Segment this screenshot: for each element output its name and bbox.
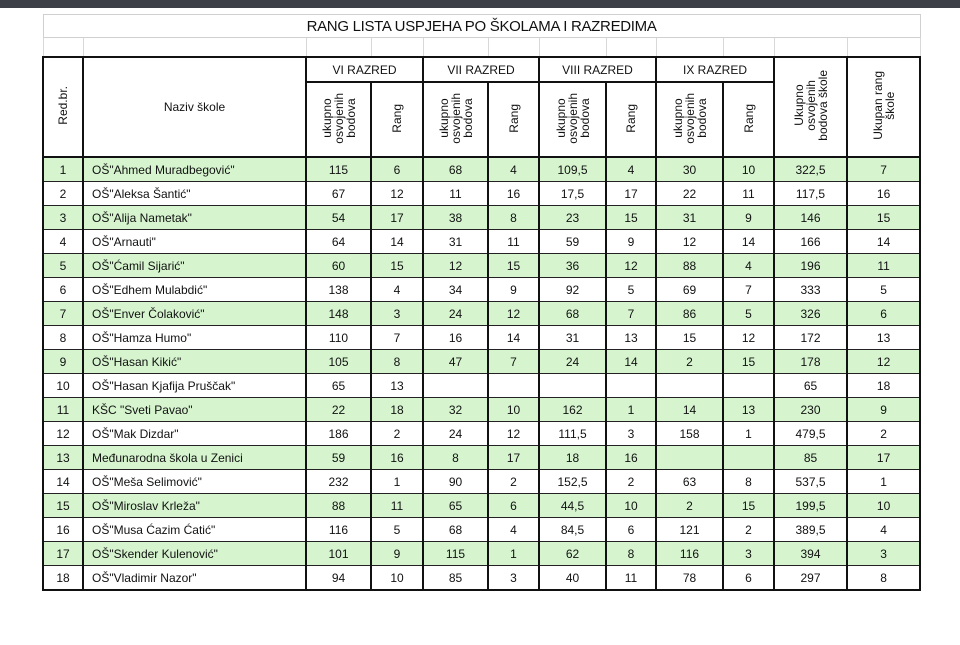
school-name-cell: OŠ"Vladimir Nazor": [83, 566, 306, 591]
value-cell: 15: [371, 254, 423, 278]
value-cell: 15: [723, 494, 774, 518]
value-cell: [539, 374, 606, 398]
value-cell: 111,5: [539, 422, 606, 446]
value-cell: 3: [488, 566, 539, 591]
value-cell: 5: [847, 278, 920, 302]
value-cell: 7: [371, 326, 423, 350]
value-cell: 394: [774, 542, 847, 566]
value-cell: 4: [847, 518, 920, 542]
value-cell: 230: [774, 398, 847, 422]
value-cell: 84,5: [539, 518, 606, 542]
value-cell: 9: [606, 230, 656, 254]
table-row: [43, 374, 920, 398]
value-cell: 12: [656, 230, 723, 254]
value-cell: 138: [306, 278, 371, 302]
value-cell: 18: [371, 398, 423, 422]
value-cell: 4: [723, 254, 774, 278]
value-cell: 88: [306, 494, 371, 518]
row-number-cell: 9: [43, 350, 83, 374]
value-cell: 15: [488, 254, 539, 278]
value-cell: 117,5: [774, 182, 847, 206]
value-cell: 90: [423, 470, 488, 494]
value-cell: 178: [774, 350, 847, 374]
value-cell: 14: [371, 230, 423, 254]
school-name-cell: OŠ"Meša Selimović": [83, 470, 306, 494]
value-cell: 24: [423, 422, 488, 446]
value-cell: 31: [423, 230, 488, 254]
row-number-cell: 8: [43, 326, 83, 350]
value-cell: 30: [656, 157, 723, 182]
table-row: [43, 518, 920, 542]
header-naziv-skole: Naziv škole: [83, 57, 306, 157]
value-cell: 13: [606, 326, 656, 350]
value-cell: 6: [371, 157, 423, 182]
value-cell: 2: [656, 494, 723, 518]
value-cell: 14: [656, 398, 723, 422]
table-row: [43, 350, 920, 374]
value-cell: 3: [606, 422, 656, 446]
value-cell: 11: [488, 230, 539, 254]
row-number-cell: 15: [43, 494, 83, 518]
value-cell: 9: [847, 398, 920, 422]
header-rang: Rang: [488, 82, 539, 157]
row-number-cell: 6: [43, 278, 83, 302]
value-cell: 85: [774, 446, 847, 470]
table-row: [43, 206, 920, 230]
value-cell: 389,5: [774, 518, 847, 542]
header-points: ukupno osvojenih bodova: [656, 82, 723, 157]
value-cell: [723, 446, 774, 470]
value-cell: 23: [539, 206, 606, 230]
value-cell: 14: [723, 230, 774, 254]
value-cell: 78: [656, 566, 723, 591]
value-cell: 110: [306, 326, 371, 350]
row-number-cell: 7: [43, 302, 83, 326]
value-cell: 4: [488, 518, 539, 542]
row-number-cell: 10: [43, 374, 83, 398]
value-cell: 146: [774, 206, 847, 230]
value-cell: 101: [306, 542, 371, 566]
value-cell: 10: [488, 398, 539, 422]
value-cell: 11: [847, 254, 920, 278]
value-cell: 13: [847, 326, 920, 350]
school-name-cell: OŠ"Arnauti": [83, 230, 306, 254]
table-row: [43, 470, 920, 494]
value-cell: 54: [306, 206, 371, 230]
value-cell: 479,5: [774, 422, 847, 446]
value-cell: 12: [371, 182, 423, 206]
value-cell: 105: [306, 350, 371, 374]
value-cell: 199,5: [774, 494, 847, 518]
school-name-cell: OŠ"Hasan Kjafija Pruščak": [83, 374, 306, 398]
school-name-cell: OŠ"Hamza Humo": [83, 326, 306, 350]
row-number-cell: 4: [43, 230, 83, 254]
value-cell: 15: [606, 206, 656, 230]
value-cell: 59: [306, 446, 371, 470]
value-cell: 15: [656, 326, 723, 350]
school-name-cell: OŠ"Alija Nametak": [83, 206, 306, 230]
table-row: [43, 542, 920, 566]
value-cell: 38: [423, 206, 488, 230]
value-cell: 16: [488, 182, 539, 206]
value-cell: 11: [423, 182, 488, 206]
value-cell: 18: [847, 374, 920, 398]
row-number-cell: 1: [43, 157, 83, 182]
row-number-cell: 2: [43, 182, 83, 206]
school-name-cell: OŠ"Miroslav Krleža": [83, 494, 306, 518]
value-cell: 2: [488, 470, 539, 494]
table-row: [43, 278, 920, 302]
value-cell: 6: [847, 302, 920, 326]
value-cell: 6: [606, 518, 656, 542]
value-cell: 12: [423, 254, 488, 278]
table-row: [43, 494, 920, 518]
value-cell: 59: [539, 230, 606, 254]
value-cell: 4: [371, 278, 423, 302]
value-cell: 148: [306, 302, 371, 326]
value-cell: 5: [371, 518, 423, 542]
value-cell: 92: [539, 278, 606, 302]
value-cell: 10: [723, 157, 774, 182]
value-cell: 34: [423, 278, 488, 302]
header-points: ukupno osvojenih bodova: [423, 82, 488, 157]
school-name-cell: Međunarodna škola u Zenici: [83, 446, 306, 470]
value-cell: 11: [606, 566, 656, 591]
value-cell: 5: [723, 302, 774, 326]
value-cell: 14: [847, 230, 920, 254]
value-cell: 8: [371, 350, 423, 374]
header-ukupno-bodova: Ukupno osvojenih bodova škole: [774, 57, 847, 157]
value-cell: 94: [306, 566, 371, 591]
value-cell: 12: [606, 254, 656, 278]
value-cell: 2: [656, 350, 723, 374]
school-name-cell: KŠC "Sveti Pavao": [83, 398, 306, 422]
value-cell: 162: [539, 398, 606, 422]
value-cell: 11: [723, 182, 774, 206]
value-cell: 115: [423, 542, 488, 566]
value-cell: 17: [847, 446, 920, 470]
value-cell: 47: [423, 350, 488, 374]
value-cell: 68: [423, 518, 488, 542]
value-cell: 115: [306, 157, 371, 182]
school-name-cell: OŠ"Enver Čolaković": [83, 302, 306, 326]
value-cell: 8: [847, 566, 920, 591]
value-cell: 1: [606, 398, 656, 422]
value-cell: 3: [371, 302, 423, 326]
value-cell: 15: [847, 206, 920, 230]
value-cell: 18: [539, 446, 606, 470]
value-cell: 121: [656, 518, 723, 542]
row-number-cell: 13: [43, 446, 83, 470]
value-cell: 7: [847, 157, 920, 182]
header-rang: Rang: [371, 82, 423, 157]
value-cell: 8: [423, 446, 488, 470]
value-cell: 24: [539, 350, 606, 374]
row-number-cell: 3: [43, 206, 83, 230]
value-cell: [656, 446, 723, 470]
value-cell: 67: [306, 182, 371, 206]
table-row: [43, 422, 920, 446]
value-cell: 4: [606, 157, 656, 182]
value-cell: 9: [371, 542, 423, 566]
value-cell: 16: [847, 182, 920, 206]
value-cell: 16: [606, 446, 656, 470]
header-rang: Rang: [723, 82, 774, 157]
value-cell: 40: [539, 566, 606, 591]
value-cell: 31: [656, 206, 723, 230]
value-cell: 22: [306, 398, 371, 422]
row-number-cell: 18: [43, 566, 83, 591]
table-row: [43, 398, 920, 422]
value-cell: 13: [723, 398, 774, 422]
value-cell: 16: [371, 446, 423, 470]
value-cell: 1: [723, 422, 774, 446]
value-cell: 333: [774, 278, 847, 302]
table-row: [43, 302, 920, 326]
value-cell: 196: [774, 254, 847, 278]
header-ukupan-rang: Ukupan rang škole: [847, 57, 920, 157]
value-cell: 6: [488, 494, 539, 518]
value-cell: 12: [488, 302, 539, 326]
value-cell: 2: [606, 470, 656, 494]
value-cell: 537,5: [774, 470, 847, 494]
value-cell: 17: [488, 446, 539, 470]
value-cell: [606, 374, 656, 398]
ranking-sheet: [42, 14, 919, 591]
school-name-cell: OŠ"Edhem Mulabdić": [83, 278, 306, 302]
school-name-cell: OŠ"Musa Ćazim Ćatić": [83, 518, 306, 542]
value-cell: 116: [306, 518, 371, 542]
value-cell: 3: [847, 542, 920, 566]
value-cell: 9: [723, 206, 774, 230]
table-title: RANG LISTA USPJEHA PO ŠKOLAMA I RAZREDIMA: [43, 15, 920, 38]
value-cell: 297: [774, 566, 847, 591]
header-red-br: Red.br.: [43, 57, 83, 157]
value-cell: 1: [371, 470, 423, 494]
value-cell: 15: [723, 350, 774, 374]
value-cell: 85: [423, 566, 488, 591]
table-row: [43, 157, 920, 182]
value-cell: 12: [847, 350, 920, 374]
value-cell: 7: [488, 350, 539, 374]
table-row: [43, 326, 920, 350]
value-cell: 5: [606, 278, 656, 302]
value-cell: 68: [539, 302, 606, 326]
table-row: [43, 446, 920, 470]
value-cell: 172: [774, 326, 847, 350]
value-cell: 322,5: [774, 157, 847, 182]
row-number-cell: 5: [43, 254, 83, 278]
value-cell: 17: [371, 206, 423, 230]
school-name-cell: OŠ"Mak Dizdar": [83, 422, 306, 446]
value-cell: 7: [723, 278, 774, 302]
value-cell: 8: [723, 470, 774, 494]
value-cell: 8: [606, 542, 656, 566]
row-number-cell: 16: [43, 518, 83, 542]
value-cell: 1: [847, 470, 920, 494]
row-number-cell: 14: [43, 470, 83, 494]
value-cell: 10: [371, 566, 423, 591]
school-name-cell: OŠ"Aleksa Šantić": [83, 182, 306, 206]
school-name-cell: OŠ"Hasan Kikić": [83, 350, 306, 374]
value-cell: 88: [656, 254, 723, 278]
value-cell: 64: [306, 230, 371, 254]
value-cell: 10: [606, 494, 656, 518]
header-vi-razred: VI RAZRED: [306, 57, 423, 82]
value-cell: 10: [847, 494, 920, 518]
window-top-bar: [0, 0, 960, 8]
value-cell: 65: [306, 374, 371, 398]
value-cell: 14: [488, 326, 539, 350]
value-cell: 65: [423, 494, 488, 518]
header-rang: Rang: [606, 82, 656, 157]
value-cell: 158: [656, 422, 723, 446]
value-cell: 4: [488, 157, 539, 182]
value-cell: [656, 374, 723, 398]
value-cell: 31: [539, 326, 606, 350]
value-cell: 326: [774, 302, 847, 326]
header-ix-razred: IX RAZRED: [656, 57, 774, 82]
value-cell: 11: [371, 494, 423, 518]
value-cell: 22: [656, 182, 723, 206]
value-cell: 65: [774, 374, 847, 398]
value-cell: 152,5: [539, 470, 606, 494]
row-number-cell: 17: [43, 542, 83, 566]
value-cell: 2: [847, 422, 920, 446]
row-number-cell: 12: [43, 422, 83, 446]
value-cell: 63: [656, 470, 723, 494]
value-cell: 68: [423, 157, 488, 182]
value-cell: 116: [656, 542, 723, 566]
school-name-cell: OŠ"Ćamil Sijarić": [83, 254, 306, 278]
school-name-cell: OŠ"Ahmed Muradbegović": [83, 157, 306, 182]
table-row: [43, 230, 920, 254]
value-cell: 1: [488, 542, 539, 566]
value-cell: 60: [306, 254, 371, 278]
value-cell: 12: [723, 326, 774, 350]
value-cell: 24: [423, 302, 488, 326]
row-number-cell: 11: [43, 398, 83, 422]
ranking-table: [42, 14, 921, 591]
value-cell: 62: [539, 542, 606, 566]
value-cell: 186: [306, 422, 371, 446]
school-name-cell: OŠ"Skender Kulenović": [83, 542, 306, 566]
value-cell: 16: [423, 326, 488, 350]
value-cell: 3: [723, 542, 774, 566]
value-cell: 2: [723, 518, 774, 542]
value-cell: 36: [539, 254, 606, 278]
value-cell: 14: [606, 350, 656, 374]
header-points: ukupno osvojenih bodova: [306, 82, 371, 157]
value-cell: 166: [774, 230, 847, 254]
value-cell: 32: [423, 398, 488, 422]
value-cell: 109,5: [539, 157, 606, 182]
header-vii-razred: VII RAZRED: [423, 57, 539, 82]
value-cell: [488, 374, 539, 398]
value-cell: 232: [306, 470, 371, 494]
value-cell: 69: [656, 278, 723, 302]
value-cell: 44,5: [539, 494, 606, 518]
table-row: [43, 566, 920, 591]
value-cell: 8: [488, 206, 539, 230]
table-row: [43, 182, 920, 206]
header-points: ukupno osvojenih bodova: [539, 82, 606, 157]
value-cell: 9: [488, 278, 539, 302]
value-cell: 12: [488, 422, 539, 446]
value-cell: 2: [371, 422, 423, 446]
value-cell: 7: [606, 302, 656, 326]
value-cell: 86: [656, 302, 723, 326]
value-cell: 17: [606, 182, 656, 206]
value-cell: [723, 374, 774, 398]
table-row: [43, 254, 920, 278]
value-cell: [423, 374, 488, 398]
value-cell: 6: [723, 566, 774, 591]
value-cell: 17,5: [539, 182, 606, 206]
header-viii-razred: VIII RAZRED: [539, 57, 656, 82]
value-cell: 13: [371, 374, 423, 398]
